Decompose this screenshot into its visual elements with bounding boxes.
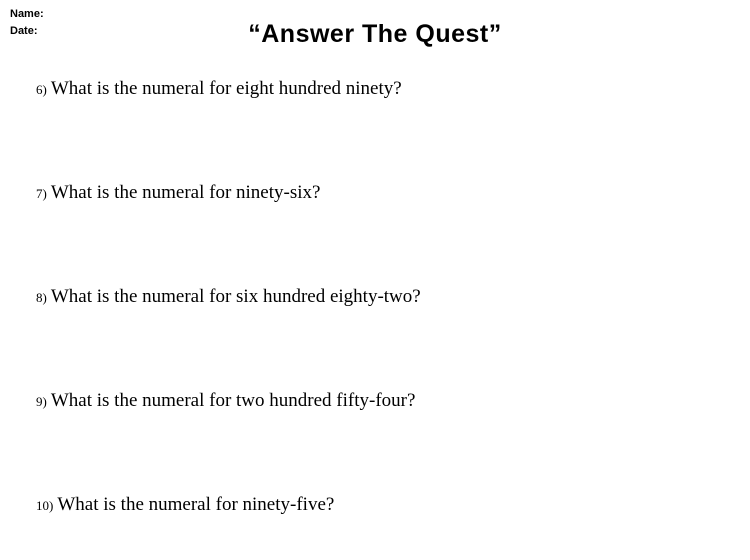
- question-item: [36, 494, 726, 560]
- question-number: 7): [36, 186, 47, 201]
- question-text: What is the numeral for eight hundred ninety?: [50, 78, 402, 99]
- question-number: 10): [36, 498, 54, 513]
- question-item: [36, 78, 726, 182]
- question-number: 9): [36, 394, 47, 409]
- question-item: [36, 182, 726, 286]
- question-text: What is the numeral for ninety-five?: [57, 494, 335, 515]
- page-title: “Answer The Quest”: [248, 20, 502, 48]
- name-label: Name:: [10, 8, 44, 20]
- question-text: What is the numeral for two hundred fifty-four?: [50, 390, 416, 411]
- question-item: [36, 390, 726, 494]
- question-text: What is the numeral for ninety-six?: [50, 182, 321, 203]
- date-label: Date:: [10, 25, 38, 37]
- question-number: 8): [36, 290, 47, 305]
- question-text: What is the numeral for six hundred eighty-two?: [50, 286, 421, 307]
- question-item: [36, 286, 726, 390]
- question-number: 6): [36, 82, 47, 97]
- question-list: [36, 78, 726, 560]
